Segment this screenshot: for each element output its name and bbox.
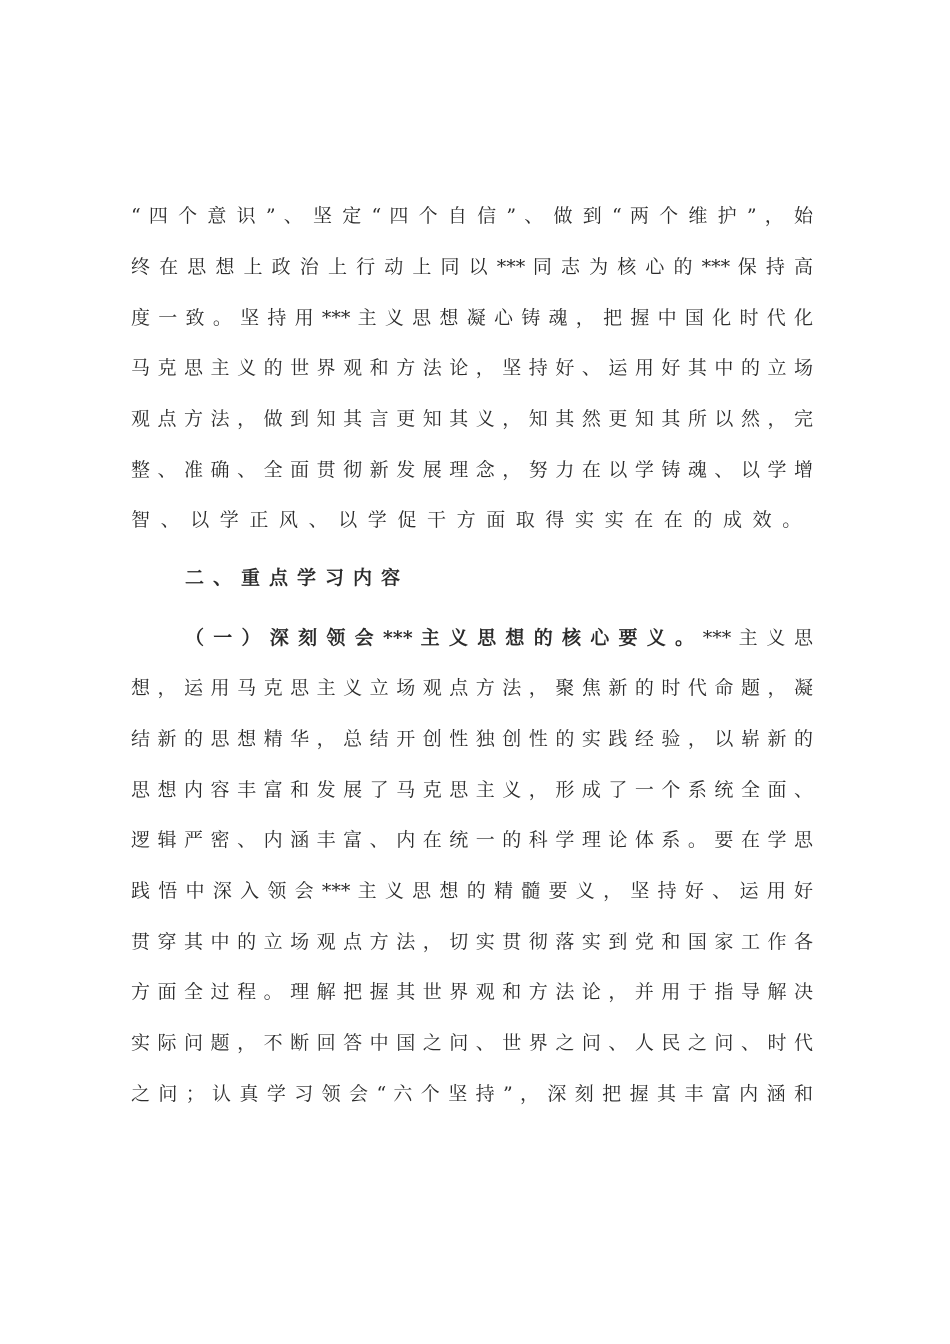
paragraph-1-line-4: 马 克 思 主 义 的 世 界 观 和 方 法 论 ， 坚 持 好 、 运 用 好 其 中 的 立 场: [131, 357, 813, 379]
paragraph-1-line-1: “ 四 个 意 识 ” 、 坚 定 “ 四 个 自 信 ” 、 做 到 “ 两 个 维 护 ” ， 始: [131, 205, 813, 227]
paragraph-2-line-10: 之 问 ； 认 真 学 习 领 会 “ 六 个 坚 持 ” ， 深 刻 把 握 其 丰 富 内 涵 和: [131, 1083, 813, 1105]
paragraph-1-line-6: 整 、 准 确 、 全 面 贯 彻 新 发 展 理 念 ， 努 力 在 以 学 铸 魂 、 以 学 增: [131, 459, 813, 481]
paragraph-2-line-9: 实 际 问 题 ， 不 断 回 答 中 国 之 问 、 世 界 之 问 、 人 民 之 问 、 时 代: [131, 1032, 813, 1054]
paragraph-2-lead-heading: （ 一 ） 深 刻 领 会 *** 主 义 思 想 的 核 心 要 义 。: [185, 627, 696, 649]
paragraph-2-line-7: 贯 穿 其 中 的 立 场 观 点 方 法 ， 切 实 贯 彻 落 实 到 党 和 国 家 工 作 各: [131, 931, 813, 953]
paragraph-2-lead-text: *** 主 义 思: [702, 627, 813, 649]
paragraph-2-line-4: 思 想 内 容 丰 富 和 发 展 了 马 克 思 主 义 ， 形 成 了 一 个 系 统 全 面 、: [131, 779, 813, 801]
paragraph-1-line-3: 度 一 致 。 坚 持 用 *** 主 义 思 想 凝 心 铸 魂 ， 把 握 中 国 化 时 代 化: [131, 307, 813, 329]
paragraph-2-line-2: 想 ， 运 用 马 克 思 主 义 立 场 观 点 方 法 ， 聚 焦 新 的 时 代 命 题 ， 凝: [131, 677, 813, 699]
paragraph-1-line-7: 智、以学正风、以学促干方面取得实实在在的成效。: [131, 509, 812, 531]
paragraph-1-line-2: 终 在 思 想 上 政 治 上 行 动 上 同 以 *** 同 志 为 核 心 的 *** 保 持 高: [131, 256, 813, 278]
paragraph-2-line-5: 逻 辑 严 密 、 内 涵 丰 富 、 内 在 统 一 的 科 学 理 论 体 系 。 要 在 学 思: [131, 829, 813, 851]
paragraph-2-line-3: 结 新 的 思 想 精 华 ， 总 结 开 创 性 独 创 性 的 实 践 经 验 ， 以 崭 新 的: [131, 728, 813, 750]
paragraph-1-line-5: 观 点 方 法 ， 做 到 知 其 言 更 知 其 义 ， 知 其 然 更 知 其 所 以 然 ， 完: [131, 408, 813, 430]
paragraph-2-line-6: 践 悟 中 深 入 领 会 *** 主 义 思 想 的 精 髓 要 义 ， 坚 持 好 、 运 用 好: [131, 880, 813, 902]
section-heading: 二、重点学习内容: [185, 567, 410, 589]
paragraph-2-line-8: 方 面 全 过 程 。 理 解 把 握 其 世 界 观 和 方 法 论 ， 并 用 于 指 导 解 决: [131, 981, 813, 1003]
paragraph-2-line-1: [185, 621, 813, 655]
